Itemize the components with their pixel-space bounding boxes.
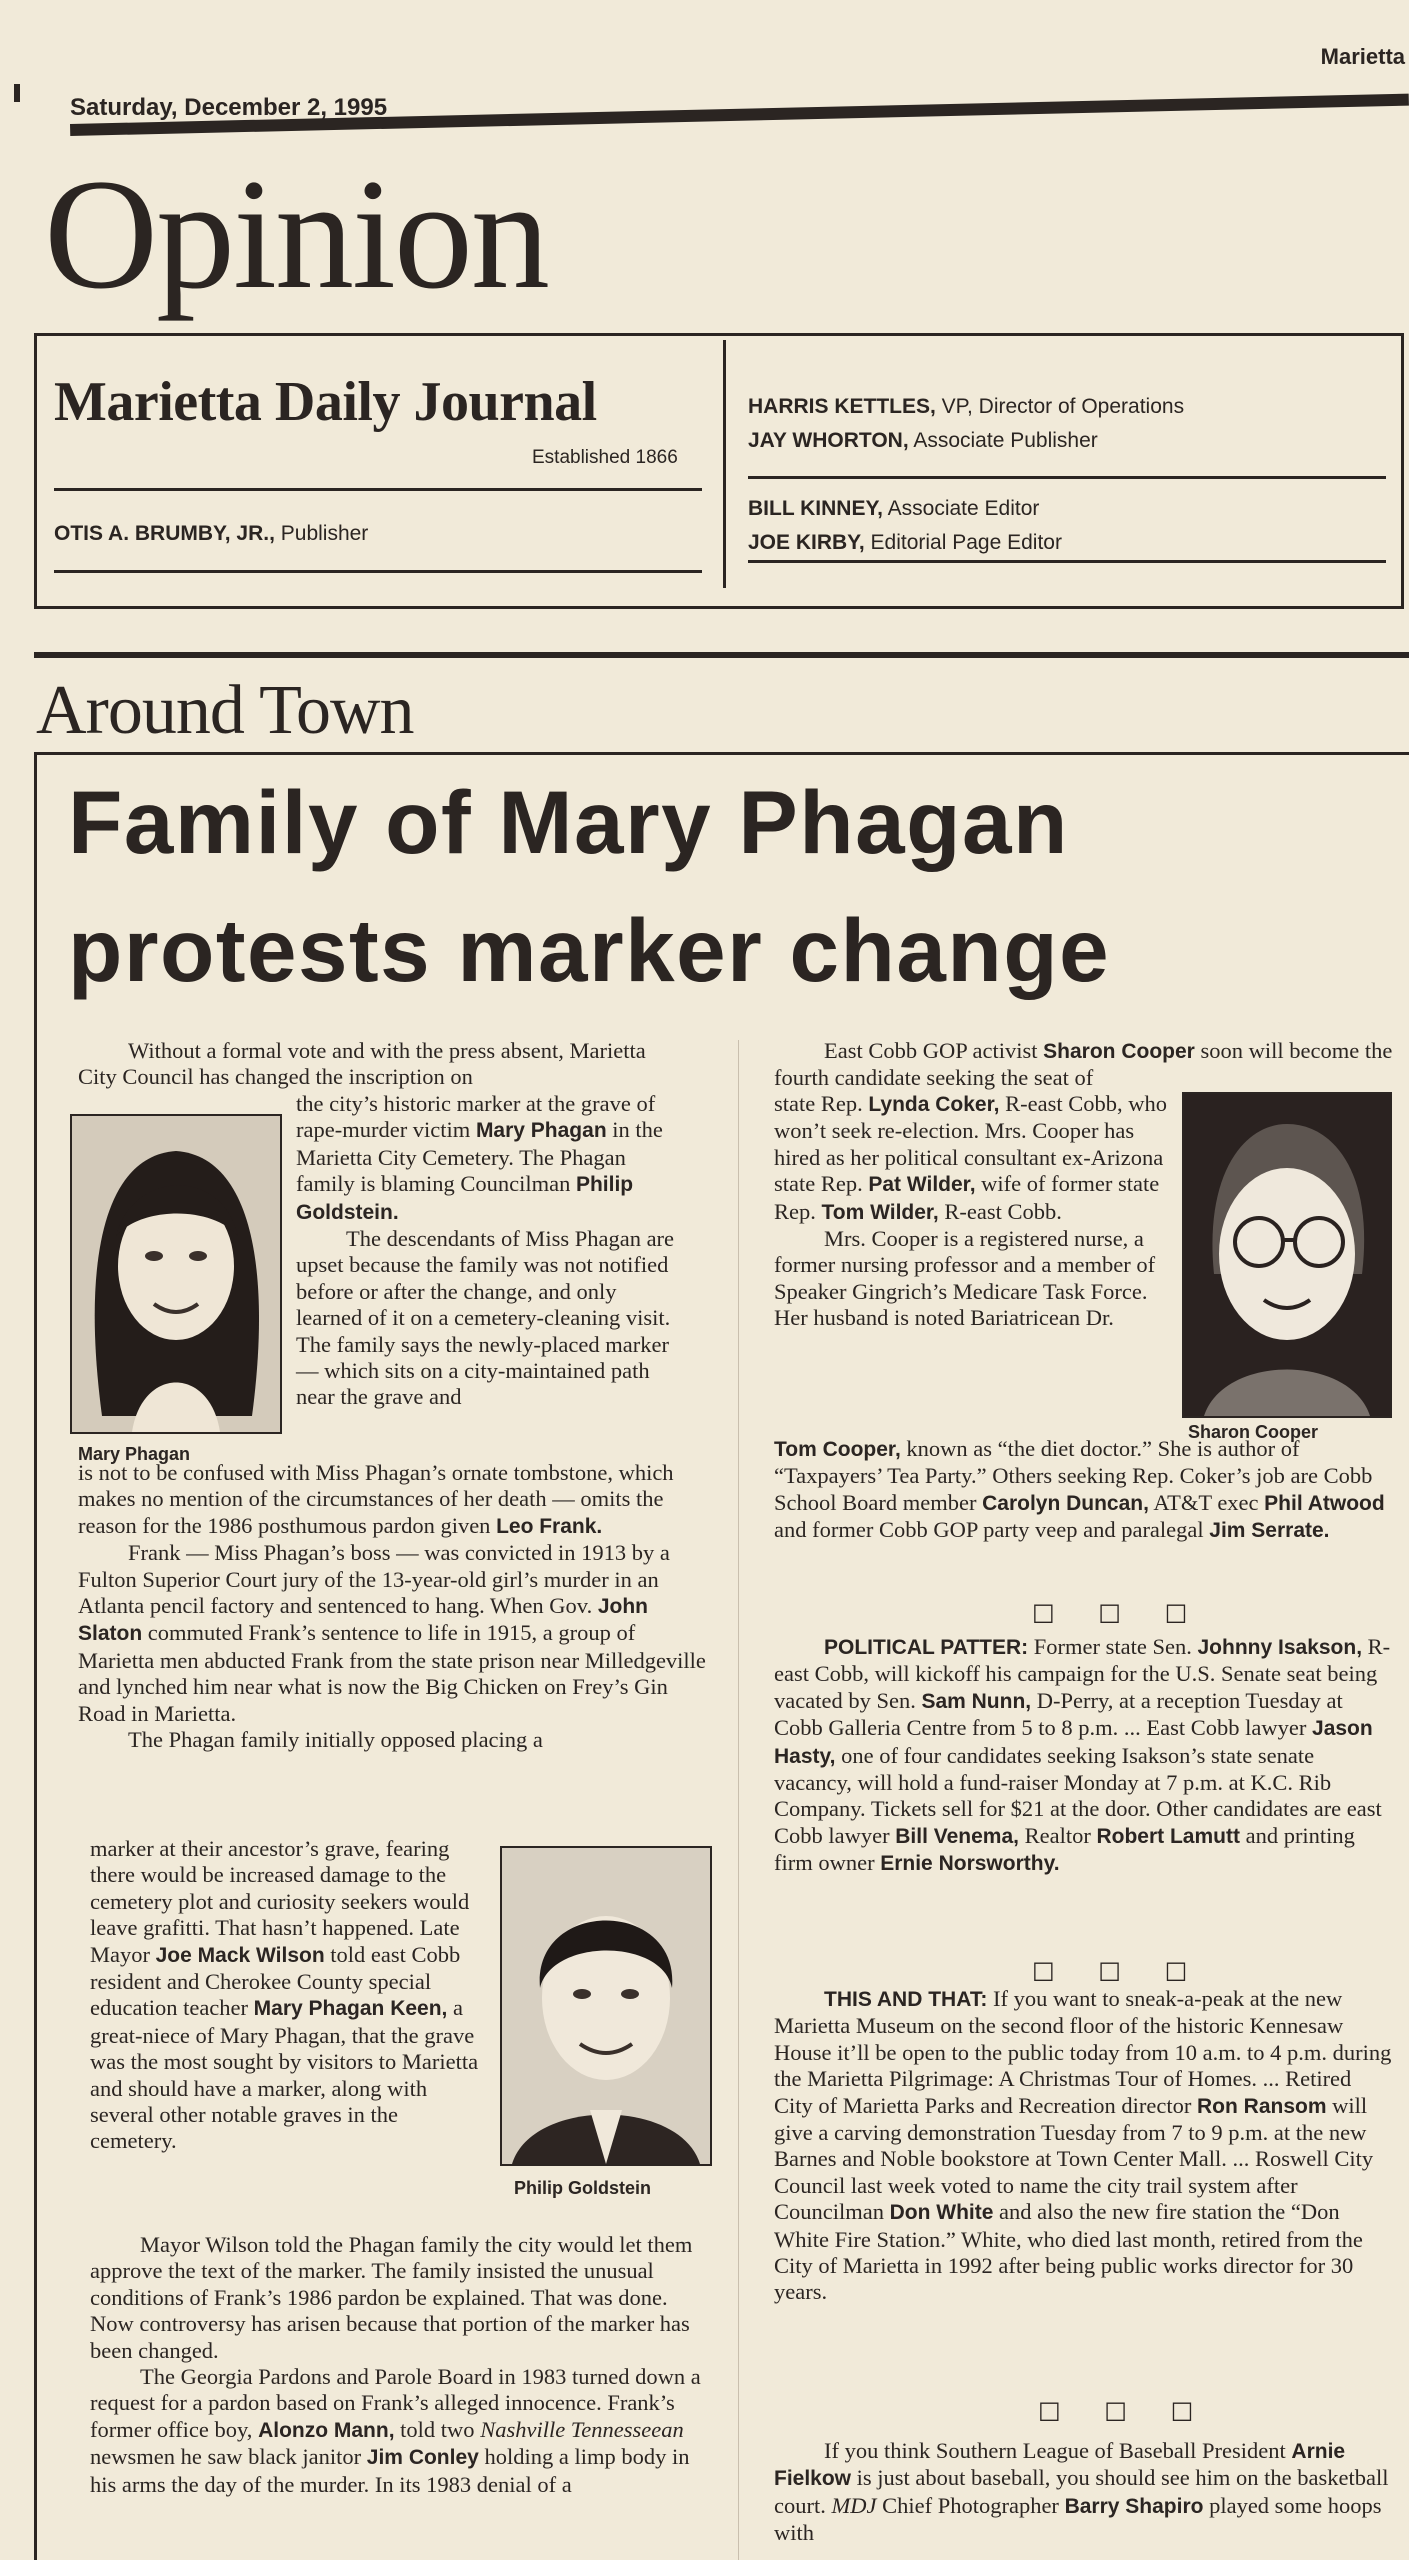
- masthead-rule-right-1: [748, 476, 1386, 479]
- left-para-3: marker at their ancestor’s grave, fearing there would be increased damage to the cemetery plot and curiosity seekers would leave grafitti. That hasn’t happened. Late Mayor Joe Mack Wilson told east Cobb resident and Cherokee County special education teacher Mary Phagan Keen, a great-niece of Mary Phagan, that the grave was the most sought by visitors to Marietta and should have a marker, along with several other notable graves in the cemetery.: [90, 1836, 479, 2154]
- right-last-para: If you think Southern League of Baseball President Arnie Fielkow is just about baseball, you should see him on the basketball court. MDJ Chief Photographer Barry Shapiro played some hoops with: [774, 2438, 1389, 2546]
- headline-line-2: protests marker change: [68, 900, 1111, 1000]
- article-box-top: [34, 752, 1409, 755]
- publisher-title: Publisher: [274, 522, 369, 545]
- section-rule: [34, 652, 1409, 658]
- masthead-staff-block-2: [748, 492, 1062, 560]
- section-title: Opinion: [44, 147, 548, 322]
- staff-line: BILL KINNEY, Associate Editor: [748, 497, 1040, 520]
- column-title: Around Town: [36, 672, 414, 749]
- staff-line: JOE KIRBY, Editorial Page Editor: [748, 531, 1062, 554]
- philip-goldstein-caption: Philip Goldstein: [514, 2178, 652, 2198]
- masthead-rule-left-1: [54, 488, 702, 491]
- staff-line: JAY WHORTON, Associate Publisher: [748, 429, 1098, 452]
- right-intro: East Cobb GOP activist Sharon Cooper soon will become the fourth candidate seeking the seat of: [774, 1038, 1393, 1091]
- sharon-cooper-caption: Sharon Cooper: [1188, 1422, 1319, 1442]
- separator-3: □ □ □: [1038, 2396, 1212, 2424]
- mary-phagan-photo: [70, 1114, 282, 1434]
- publisher-name: OTIS A. BRUMBY, JR.,: [54, 522, 275, 545]
- masthead-paper-name: Marietta Daily Journal: [54, 371, 597, 433]
- sharon-cooper-photo: [1182, 1092, 1392, 1418]
- mary-phagan-caption: Mary Phagan: [78, 1444, 191, 1464]
- masthead-established: Established 1866: [532, 447, 678, 468]
- headline-line-1: Family of Mary Phagan: [68, 772, 1069, 872]
- left-para-4: Mayor Wilson told the Phagan family the city would let them approve the text of the marker. The family insisted the unusual conditions of Frank’s 1986 pardon be explained. That was done. Now controversy has arisen because that portion of the marker has been changed. The Georgia Pardons and Parole Board in 1983 turned down a request for a pardon based on Frank’s alleged innocence. Frank’s former office boy, Alonzo Mann, told two Nashville Tennesseean newsmen he saw black janitor Jim Conley holding a limp body in his arms the day of the murder. In its 1983 denial of a: [90, 2232, 701, 2497]
- masthead-publisher: [54, 522, 368, 546]
- edge-mark: [14, 84, 20, 102]
- philip-goldstein-photo: [500, 1846, 712, 2166]
- left-para-2: is not to be confused with Miss Phagan’s ornate tombstone, which makes no mention of the circumstances of her death — omits the reason for the 1986 posthumous pardon given Leo Frank. Frank — Miss Phagan’s boss — was convicted in 1913 by a Fulton Superior Court jury of the 13-year-old girl’s murder in an Atlanta pencil factory and sentenced to hang. When Gov. John Slaton commuted Frank’s sentence to life in 1915, a group of Marietta men abducted Frank from the state prison near Milledgeville and lynched him near what is now the Big Chicken on Frey’s Gin Road in Marietta. The Phagan family initially opposed placing a: [78, 1460, 706, 1753]
- page-corner-label: Marietta: [1320, 44, 1405, 69]
- portrait-woman: [72, 1116, 280, 1432]
- column-divider: [738, 1040, 739, 2560]
- political-patter: POLITICAL PATTER: Former state Sen. Johnny Isakson, R-east Cobb, will kickoff his campaign for the U.S. Senate seat being vacated by Sen. Sam Nunn, D-Perry, at a reception Tuesday at Cobb Galleria Centre from 5 to 8 p.m. ... East Cobb lawyer Jason Hasty, one of four candidates seeking Isakson’s state senate vacancy, will hold a fund-raiser Monday at 7 p.m. at K.C. Rib Company. Tickets sell for $21 at the door. Other candidates are east Cobb lawyer Bill Venema, Realtor Robert Lamutt and printing firm owner Ernie Norsworthy.: [774, 1634, 1391, 1876]
- left-para-1: the city’s historic marker at the grave of rape-murder victim Mary Phagan in the Marietta City Cemetery. The Phagan family is blaming Councilman Philip Goldstein. The descendants of Miss Phagan are upset because the family was not notified before or after the change, and only learned of it on a cemetery-cleaning visit. The family says the newly-placed marker — which sits on a city-maintained path near the grave and: [296, 1091, 675, 1410]
- this-and-that: THIS AND THAT: If you want to sneak-a-peak at the new Marietta Museum on the second floor of the historic Kennesaw House it’ll be open to the public today from 10 a.m. to 4 p.m. during the Marietta Pilgrimage: A Christmas Tour of Homes. ... Retired City of Marietta Parks and Recreation director Ron Ransom will give a carving demonstration Tuesday from 7 to 9 p.m. at the new Barnes and Noble bookstore at Town Center Mall. ... Roswell City Council last week voted to name the city trail system after Councilman Don White and also the new fire station the “Don White Fire Station.” White, who died last month, retired from the City of Marietta in 1992 after being public works director for 30 years.: [774, 1986, 1392, 2305]
- masthead-rule-left-2: [54, 570, 702, 573]
- portrait-man: [502, 1848, 710, 2164]
- right-para-1: state Rep. Lynda Coker, R-east Cobb, who won’t seek re-election. Mrs. Cooper has hired as her political consultant ex-Arizona state Rep. Pat Wilder, wife of former state Rep. Tom Wilder, R-east Cobb. Mrs. Cooper is a registered nurse, a former nursing professor and a member of Speaker Gingrich’s Medicare Task Force. Her husband is noted Bariatricean Dr.: [774, 1091, 1167, 1331]
- left-intro-top: Without a formal vote and with the press absent, Marietta City Council has changed the inscription on: [78, 1038, 646, 1090]
- separator-1: □ □ □: [1032, 1598, 1206, 1626]
- right-para-2: Tom Cooper, known as “the diet doctor.” She is author of “Taxpayers’ Tea Party.” Others seeking Rep. Coker’s job are Cobb School Board member Carolyn Duncan, AT&T exec Phil Atwood and former Cobb GOP party veep and paralegal Jim Serrate.: [774, 1436, 1385, 1543]
- article-box-left: [34, 752, 37, 2560]
- portrait-woman-glasses: [1184, 1094, 1390, 1416]
- separator-2: □ □ □: [1032, 1956, 1206, 1984]
- date-line: Saturday, December 2, 1995: [70, 94, 388, 121]
- masthead-vertical-rule: [723, 340, 726, 588]
- masthead-staff-block-1: [748, 390, 1184, 458]
- staff-line: HARRIS KETTLES, VP, Director of Operations: [748, 395, 1185, 418]
- masthead-rule-right-2: [748, 560, 1386, 563]
